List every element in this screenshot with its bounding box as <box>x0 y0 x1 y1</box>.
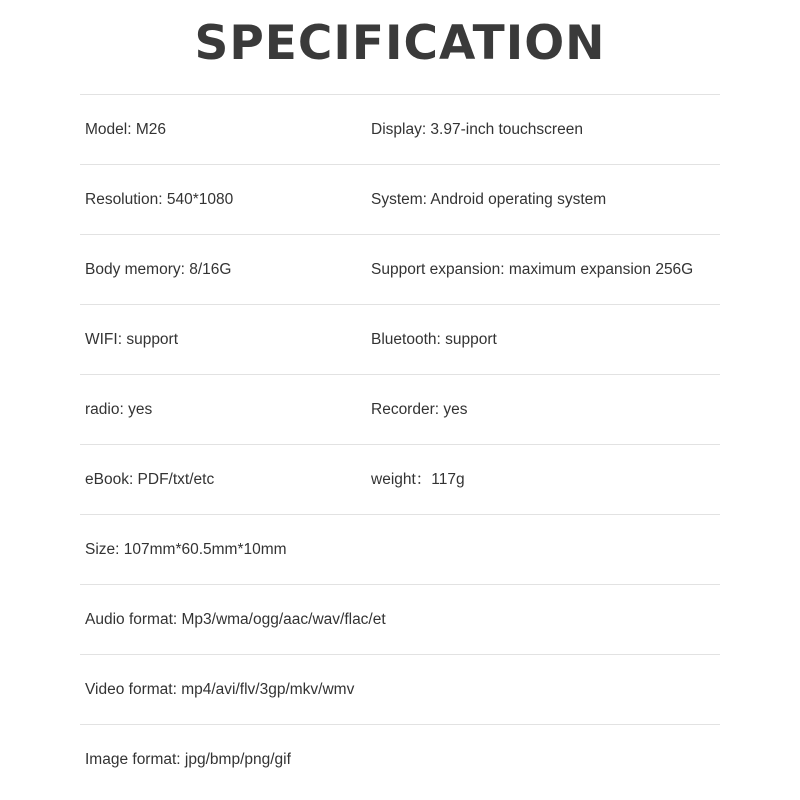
spec-resolution: Resolution: 540*1080 <box>85 191 234 208</box>
spec-row-wireless <box>80 304 720 374</box>
page-title: SPECIFICATION <box>194 16 606 71</box>
spec-model: Model: M26 <box>85 121 166 138</box>
spec-row-memory <box>80 234 720 304</box>
spec-row-image <box>80 724 720 794</box>
spec-weight: weight：117g <box>371 471 465 488</box>
spec-row-video <box>80 654 720 724</box>
spec-body-memory: Body memory: 8/16G <box>85 261 232 278</box>
spec-row-size <box>80 514 720 584</box>
spec-row-audio <box>80 584 720 654</box>
spec-video-format: Video format: mp4/avi/flv/3gp/mkv/wmv <box>85 681 355 698</box>
spec-row-ebook <box>80 444 720 514</box>
spec-audio-format: Audio format: Mp3/wma/ogg/aac/wav/flac/et <box>85 611 386 628</box>
spec-bluetooth: Bluetooth: support <box>371 331 497 348</box>
spec-system: System: Android operating system <box>371 191 607 208</box>
spec-image-format: Image format: jpg/bmp/png/gif <box>85 751 291 768</box>
spec-row-resolution <box>80 164 720 234</box>
spec-display: Display: 3.97-inch touchscreen <box>371 121 583 138</box>
spec-row-radio <box>80 374 720 444</box>
spec-expansion: Support expansion: maximum expansion 256G <box>371 261 694 278</box>
spec-wifi: WIFI: support <box>85 331 179 348</box>
spec-ebook: eBook: PDF/txt/etc <box>85 471 215 488</box>
spec-recorder: Recorder: yes <box>371 401 468 418</box>
spec-row-model <box>80 94 720 164</box>
spec-radio: radio: yes <box>85 401 153 418</box>
spec-table <box>80 94 720 794</box>
spec-size: Size: 107mm*60.5mm*10mm <box>85 541 287 558</box>
